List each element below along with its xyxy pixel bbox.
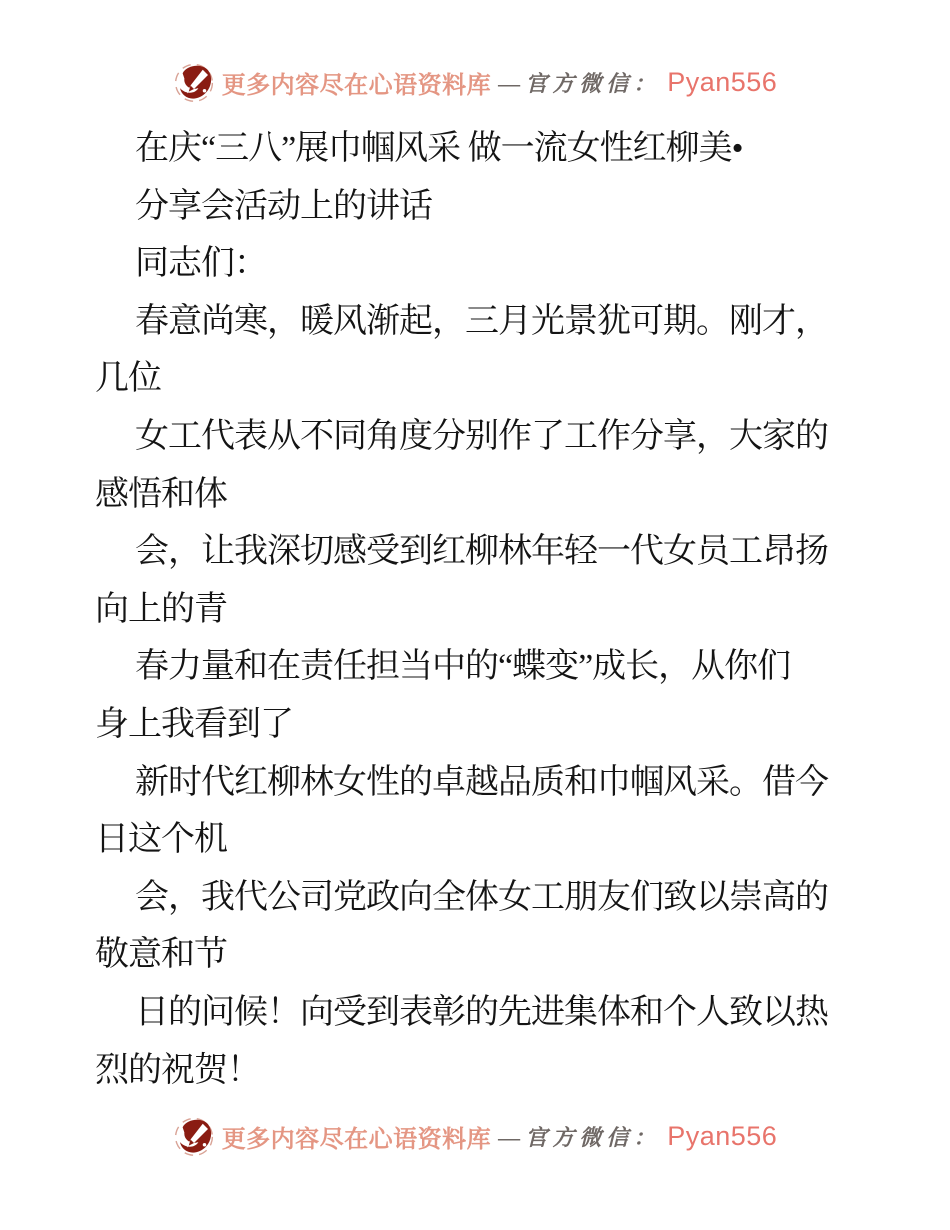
text-line: 向上的青 [95,590,227,628]
text-line: 几位 [95,360,161,398]
text-line: 日这个机 [95,821,227,859]
footer-watermark [0,1112,950,1160]
wechat-id: Pyan556 [667,1120,778,1151]
text-line: 春力量和在责任担当中的“蝶变”成长，从你们 [135,648,791,686]
title-line: 在庆“三八”展巾帼风采 做一流女性红柳美• [135,130,743,167]
text-line: 女工代表从不同角度分别作了工作分享，大家的 [135,417,828,455]
salutation-line: 同志们： [135,245,267,283]
text-line: 新时代红柳林女性的卓越品质和巾帼风采。借今 [135,763,828,801]
text-line: 身上我看到了 [95,705,293,743]
text-line: 会，我代公司党政向全体女工朋友们致以崇高的 [135,878,828,916]
brand-text: 更多内容尽在心语资料库 [221,72,492,99]
wechat-id: Pyan556 [667,66,778,97]
wechat-label: —官方微信： [498,70,661,96]
brand-logo-icon [173,58,215,106]
brand-text: 更多内容尽在心语资料库 [221,1126,492,1153]
title-line: 分享会活动上的讲话 [135,187,432,225]
text-line: 烈的祝贺！ [95,1051,260,1089]
text-line: 敬意和节 [95,936,227,974]
document-body [95,120,920,1099]
wechat-label: —官方微信： [498,1124,661,1150]
text-line: 感悟和体 [95,475,227,513]
text-line: 会，让我深切感受到红柳林年轻一代女员工昂扬 [135,533,828,571]
brand-logo-icon [173,1112,215,1160]
text-line: 日的问候！向受到表彰的先进集体和个人致以热 [135,993,828,1031]
text-line: 春意尚寒，暖风渐起，三月光景犹可期。刚才， [135,302,828,340]
header-watermark [0,58,950,106]
